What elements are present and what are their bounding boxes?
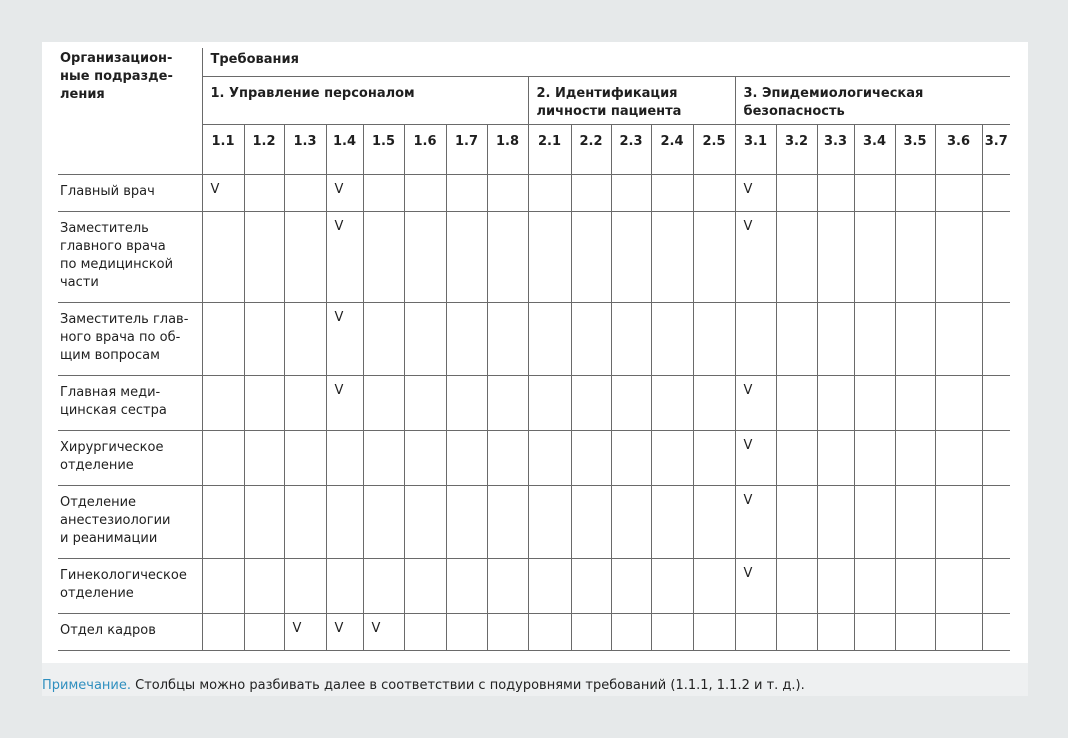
empty-cell: [202, 212, 244, 303]
column-number-header: 3.4: [854, 125, 895, 175]
empty-cell: [244, 431, 284, 486]
empty-cell: [935, 431, 982, 486]
column-number-header: 3.3: [817, 125, 854, 175]
empty-cell: [935, 175, 982, 212]
empty-cell: [935, 376, 982, 431]
empty-cell: [446, 486, 487, 559]
empty-cell: [895, 212, 935, 303]
empty-cell: [446, 175, 487, 212]
empty-cell: [693, 303, 735, 376]
empty-cell: [363, 212, 404, 303]
empty-cell: [651, 376, 693, 431]
empty-cell: [693, 486, 735, 559]
requirements-table: [58, 48, 1010, 651]
empty-cell: [446, 303, 487, 376]
column-number-header: 1.7: [446, 125, 487, 175]
column-number-header: 2.2: [571, 125, 611, 175]
row-label: Заместитель главного врача по медицинской части: [58, 212, 202, 303]
empty-cell: [651, 614, 693, 651]
empty-cell: [651, 303, 693, 376]
column-number-header: 2.3: [611, 125, 651, 175]
column-number-header: 1.4: [326, 125, 363, 175]
empty-cell: [935, 303, 982, 376]
empty-cell: [284, 559, 326, 614]
empty-cell: [446, 431, 487, 486]
empty-cell: [895, 431, 935, 486]
empty-cell: [982, 175, 1010, 212]
empty-cell: [487, 559, 528, 614]
empty-cell: [446, 212, 487, 303]
check-mark-cell: V: [202, 175, 244, 212]
check-mark-cell: V: [326, 303, 363, 376]
empty-cell: [735, 614, 776, 651]
row-label: Отделение анестезиологии и реанимации: [58, 486, 202, 559]
empty-cell: [528, 175, 571, 212]
empty-cell: [528, 212, 571, 303]
empty-cell: [693, 212, 735, 303]
empty-cell: [363, 175, 404, 212]
empty-cell: [528, 376, 571, 431]
column-number-header: 1.6: [404, 125, 446, 175]
empty-cell: [895, 376, 935, 431]
empty-cell: [611, 486, 651, 559]
column-number-header: 3.5: [895, 125, 935, 175]
table-row: [58, 486, 1010, 559]
empty-cell: [817, 559, 854, 614]
empty-cell: [244, 614, 284, 651]
empty-cell: [611, 559, 651, 614]
empty-cell: [202, 431, 244, 486]
empty-cell: [571, 431, 611, 486]
empty-cell: [611, 614, 651, 651]
empty-cell: [982, 559, 1010, 614]
empty-cell: [284, 175, 326, 212]
empty-cell: [651, 175, 693, 212]
empty-cell: [244, 303, 284, 376]
row-label: Хирургическое отделение: [58, 431, 202, 486]
requirement-group-header: 2. Идентификация личности пациента: [528, 77, 735, 125]
column-number-header: 1.5: [363, 125, 404, 175]
empty-cell: [446, 376, 487, 431]
empty-cell: [244, 559, 284, 614]
empty-cell: [895, 559, 935, 614]
empty-cell: [404, 175, 446, 212]
org-units-header: Организацион- ные подразде- ления: [58, 48, 202, 175]
empty-cell: [982, 614, 1010, 651]
check-mark-cell: V: [326, 212, 363, 303]
check-mark-cell: V: [326, 175, 363, 212]
check-mark-cell: V: [735, 486, 776, 559]
empty-cell: [651, 212, 693, 303]
empty-cell: [817, 175, 854, 212]
table-row: [58, 175, 1010, 212]
empty-cell: [571, 303, 611, 376]
footnote: [42, 678, 805, 693]
table-row: [58, 376, 1010, 431]
empty-cell: [244, 175, 284, 212]
column-number-header: 3.1: [735, 125, 776, 175]
row-label: Главный врач: [58, 175, 202, 212]
empty-cell: [854, 559, 895, 614]
empty-cell: [611, 376, 651, 431]
footnote-text: Столбцы можно разбивать далее в соответствии с подуровнями требований (1.1.1, 1.1.2 и т. д.).: [131, 678, 805, 693]
empty-cell: [404, 614, 446, 651]
empty-cell: [935, 614, 982, 651]
empty-cell: [284, 431, 326, 486]
empty-cell: [611, 212, 651, 303]
requirement-group-header: 3. Эпидемиологическая безопасность: [735, 77, 1010, 125]
column-number-header: 3.7: [982, 125, 1010, 175]
table-row: [58, 614, 1010, 651]
column-number-header: 2.5: [693, 125, 735, 175]
empty-cell: [404, 559, 446, 614]
check-mark-cell: V: [735, 431, 776, 486]
empty-cell: [446, 559, 487, 614]
empty-cell: [528, 614, 571, 651]
empty-cell: [776, 212, 817, 303]
empty-cell: [487, 175, 528, 212]
empty-cell: [571, 486, 611, 559]
empty-cell: [571, 175, 611, 212]
empty-cell: [202, 559, 244, 614]
empty-cell: [776, 303, 817, 376]
empty-cell: [202, 614, 244, 651]
header-row-requirements: [58, 48, 1010, 77]
column-number-header: 1.2: [244, 125, 284, 175]
table-card: [42, 42, 1028, 663]
empty-cell: [528, 431, 571, 486]
column-number-header: 3.2: [776, 125, 817, 175]
empty-cell: [611, 175, 651, 212]
empty-cell: [404, 431, 446, 486]
empty-cell: [284, 212, 326, 303]
row-label: Заместитель глав- ного врача по об- щим вопросам: [58, 303, 202, 376]
empty-cell: [776, 431, 817, 486]
empty-cell: [611, 431, 651, 486]
empty-cell: [487, 486, 528, 559]
empty-cell: [326, 559, 363, 614]
empty-cell: [528, 303, 571, 376]
empty-cell: [363, 559, 404, 614]
empty-cell: [693, 376, 735, 431]
check-mark-cell: V: [735, 212, 776, 303]
empty-cell: [202, 376, 244, 431]
empty-cell: [487, 614, 528, 651]
empty-cell: [202, 486, 244, 559]
empty-cell: [982, 376, 1010, 431]
empty-cell: [982, 212, 1010, 303]
column-number-header: 2.4: [651, 125, 693, 175]
empty-cell: [244, 212, 284, 303]
row-label: Главная меди- цинская сестра: [58, 376, 202, 431]
empty-cell: [776, 175, 817, 212]
empty-cell: [284, 486, 326, 559]
empty-cell: [571, 559, 611, 614]
empty-cell: [244, 486, 284, 559]
empty-cell: [651, 559, 693, 614]
empty-cell: [326, 431, 363, 486]
empty-cell: [735, 303, 776, 376]
empty-cell: [854, 212, 895, 303]
table-row: [58, 559, 1010, 614]
empty-cell: [776, 559, 817, 614]
empty-cell: [817, 376, 854, 431]
requirement-group-header: 1. Управление персоналом: [202, 77, 528, 125]
requirements-header: Требования: [202, 48, 1010, 77]
empty-cell: [854, 175, 895, 212]
empty-cell: [895, 486, 935, 559]
column-number-header: 1.3: [284, 125, 326, 175]
empty-cell: [895, 303, 935, 376]
empty-cell: [854, 431, 895, 486]
empty-cell: [817, 614, 854, 651]
empty-cell: [363, 431, 404, 486]
check-mark-cell: V: [363, 614, 404, 651]
empty-cell: [571, 376, 611, 431]
empty-cell: [528, 559, 571, 614]
empty-cell: [363, 303, 404, 376]
empty-cell: [284, 303, 326, 376]
empty-cell: [404, 376, 446, 431]
column-number-header: 1.8: [487, 125, 528, 175]
empty-cell: [651, 486, 693, 559]
empty-cell: [935, 486, 982, 559]
empty-cell: [404, 303, 446, 376]
check-mark-cell: V: [284, 614, 326, 651]
empty-cell: [693, 431, 735, 486]
empty-cell: [776, 614, 817, 651]
empty-cell: [487, 376, 528, 431]
empty-cell: [935, 559, 982, 614]
empty-cell: [363, 376, 404, 431]
empty-cell: [487, 431, 528, 486]
empty-cell: [982, 303, 1010, 376]
empty-cell: [776, 376, 817, 431]
empty-cell: [202, 303, 244, 376]
empty-cell: [854, 614, 895, 651]
empty-cell: [817, 303, 854, 376]
empty-cell: [244, 376, 284, 431]
column-number-header: 2.1: [528, 125, 571, 175]
check-mark-cell: V: [326, 376, 363, 431]
empty-cell: [982, 486, 1010, 559]
empty-cell: [817, 212, 854, 303]
empty-cell: [693, 614, 735, 651]
table-row: [58, 303, 1010, 376]
empty-cell: [611, 303, 651, 376]
empty-cell: [528, 486, 571, 559]
empty-cell: [571, 212, 611, 303]
empty-cell: [404, 486, 446, 559]
empty-cell: [487, 303, 528, 376]
check-mark-cell: V: [735, 559, 776, 614]
table-row: [58, 212, 1010, 303]
empty-cell: [571, 614, 611, 651]
row-label: Гинекологическое отделение: [58, 559, 202, 614]
empty-cell: [693, 175, 735, 212]
check-mark-cell: V: [735, 376, 776, 431]
table-row: [58, 431, 1010, 486]
empty-cell: [693, 559, 735, 614]
column-number-header: 3.6: [935, 125, 982, 175]
empty-cell: [326, 486, 363, 559]
empty-cell: [895, 175, 935, 212]
empty-cell: [895, 614, 935, 651]
empty-cell: [854, 486, 895, 559]
column-number-header: 1.1: [202, 125, 244, 175]
empty-cell: [284, 376, 326, 431]
empty-cell: [651, 431, 693, 486]
empty-cell: [817, 486, 854, 559]
empty-cell: [487, 212, 528, 303]
check-mark-cell: V: [735, 175, 776, 212]
empty-cell: [982, 431, 1010, 486]
empty-cell: [404, 212, 446, 303]
empty-cell: [446, 614, 487, 651]
row-label: Отдел кадров: [58, 614, 202, 651]
empty-cell: [817, 431, 854, 486]
empty-cell: [854, 376, 895, 431]
empty-cell: [935, 212, 982, 303]
check-mark-cell: V: [326, 614, 363, 651]
empty-cell: [854, 303, 895, 376]
empty-cell: [776, 486, 817, 559]
empty-cell: [363, 486, 404, 559]
footnote-label: Примечание.: [42, 678, 132, 693]
